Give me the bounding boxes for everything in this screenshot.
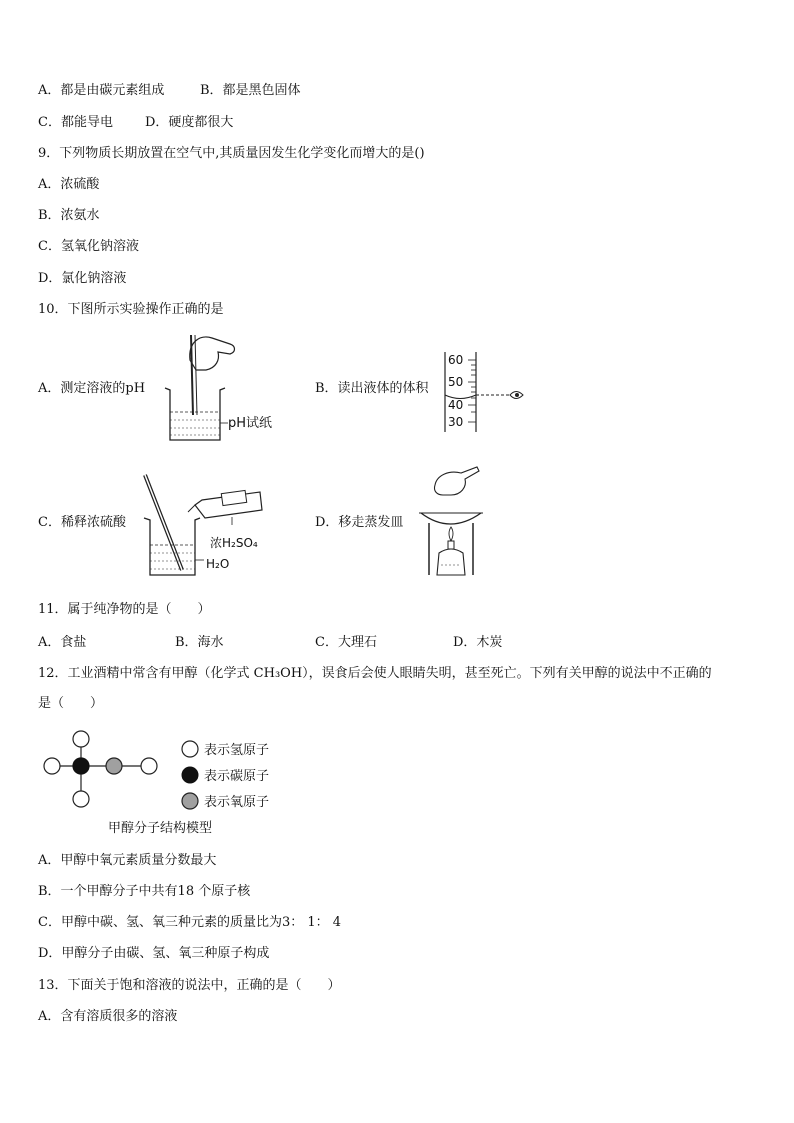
ph-paper-label: pH试纸 [228, 416, 273, 431]
q11-option-b: B．海水 [175, 635, 224, 650]
legend-oxygen-label: 表示氧原子 [204, 795, 270, 810]
q13-stem: 13．下面关于饱和溶液的说法中，正确的是（ ） [38, 978, 341, 993]
hydrogen-atom [141, 758, 157, 774]
dilute-acid-figure [140, 470, 275, 580]
q9-stem: 9．下列物质长期放置在空气中,其质量因发生化学变化而增大的是() [38, 146, 425, 161]
q10-option-c: C．稀释浓硫酸 [38, 515, 126, 530]
tick-30: 30 [448, 415, 464, 429]
hydrogen-atom [73, 791, 89, 807]
q11-option-a: A．食盐 [38, 635, 87, 650]
methanol-model-figure [40, 728, 290, 840]
q8-option-b: B．都是黑色固体 [200, 83, 301, 98]
tick-60: 60 [448, 353, 464, 367]
beaker [165, 388, 225, 440]
hydrogen-atom [44, 758, 60, 774]
ph-test-figure [160, 330, 290, 445]
q11-option-c: C．大理石 [315, 635, 377, 650]
q8-option-a: A．都是由碳元素组成 [38, 83, 165, 98]
q12-option-a: A．甲醇中氧元素质量分数最大 [38, 853, 217, 868]
oxygen-atom [106, 758, 122, 774]
acid-label: 浓H₂SO₄ [210, 536, 258, 550]
carbon-atom [73, 758, 89, 774]
legend-oxygen-icon [182, 793, 198, 809]
q12-option-c: C．甲醇中碳、氢、氧三种元素的质量比为3： 1： 4 [38, 915, 342, 930]
glass-rod [191, 335, 193, 415]
q10-option-d: D．移走蒸发皿 [315, 515, 404, 530]
q10-stem: 10．下图所示实验操作正确的是 [38, 302, 224, 317]
evaporating-dish-figure [415, 465, 495, 583]
q12-stem-line2: 是（ ） [38, 696, 104, 711]
q11-option-d: D．木炭 [453, 635, 503, 650]
q12-stem-line1: 12．工业酒精中常含有甲醇（化学式 CH₃OH），误食后会使人眼睛失明，甚至死亡。下列有关甲醇的说法中不正确的 [38, 666, 712, 681]
q9-option-c: C．氢氧化钠溶液 [38, 239, 139, 254]
water-label: H₂O [206, 557, 230, 571]
flame-icon [449, 527, 453, 541]
q8-option-c: C．都能导电 [38, 115, 113, 130]
tick-40: 40 [448, 398, 464, 412]
q8-option-d: D．硬度都很大 [145, 115, 234, 130]
q10-option-a: A．测定溶液的pH [38, 381, 146, 396]
legend-hydrogen-label: 表示氢原子 [204, 743, 270, 758]
q10-option-b: B．读出液体的体积 [315, 381, 429, 396]
legend-hydrogen-icon [182, 741, 198, 757]
legend-carbon-icon [182, 767, 198, 783]
q12-option-d: D．甲醇分子由碳、氢、氧三种原子构成 [38, 946, 270, 961]
q13-option-a: A．含有溶质很多的溶液 [38, 1009, 178, 1024]
hydrogen-atom [73, 731, 89, 747]
hand-icon [434, 467, 479, 495]
q11-stem: 11．属于纯净物的是（ ） [38, 602, 211, 617]
tick-50: 50 [448, 375, 464, 389]
q9-option-b: B．浓氨水 [38, 208, 100, 223]
cylinder-reading-figure [440, 350, 530, 435]
q12-option-b: B．一个甲醇分子中共有18 个原子核 [38, 884, 251, 899]
hand-icon [190, 337, 235, 370]
alcohol-lamp [437, 549, 465, 575]
legend-carbon-label: 表示碳原子 [204, 769, 270, 784]
model-caption: 甲醇分子结构模型 [108, 821, 213, 836]
evaporating-dish [421, 513, 481, 524]
q9-option-a: A．浓硫酸 [38, 177, 100, 192]
q9-option-d: D．氯化钠溶液 [38, 271, 127, 286]
